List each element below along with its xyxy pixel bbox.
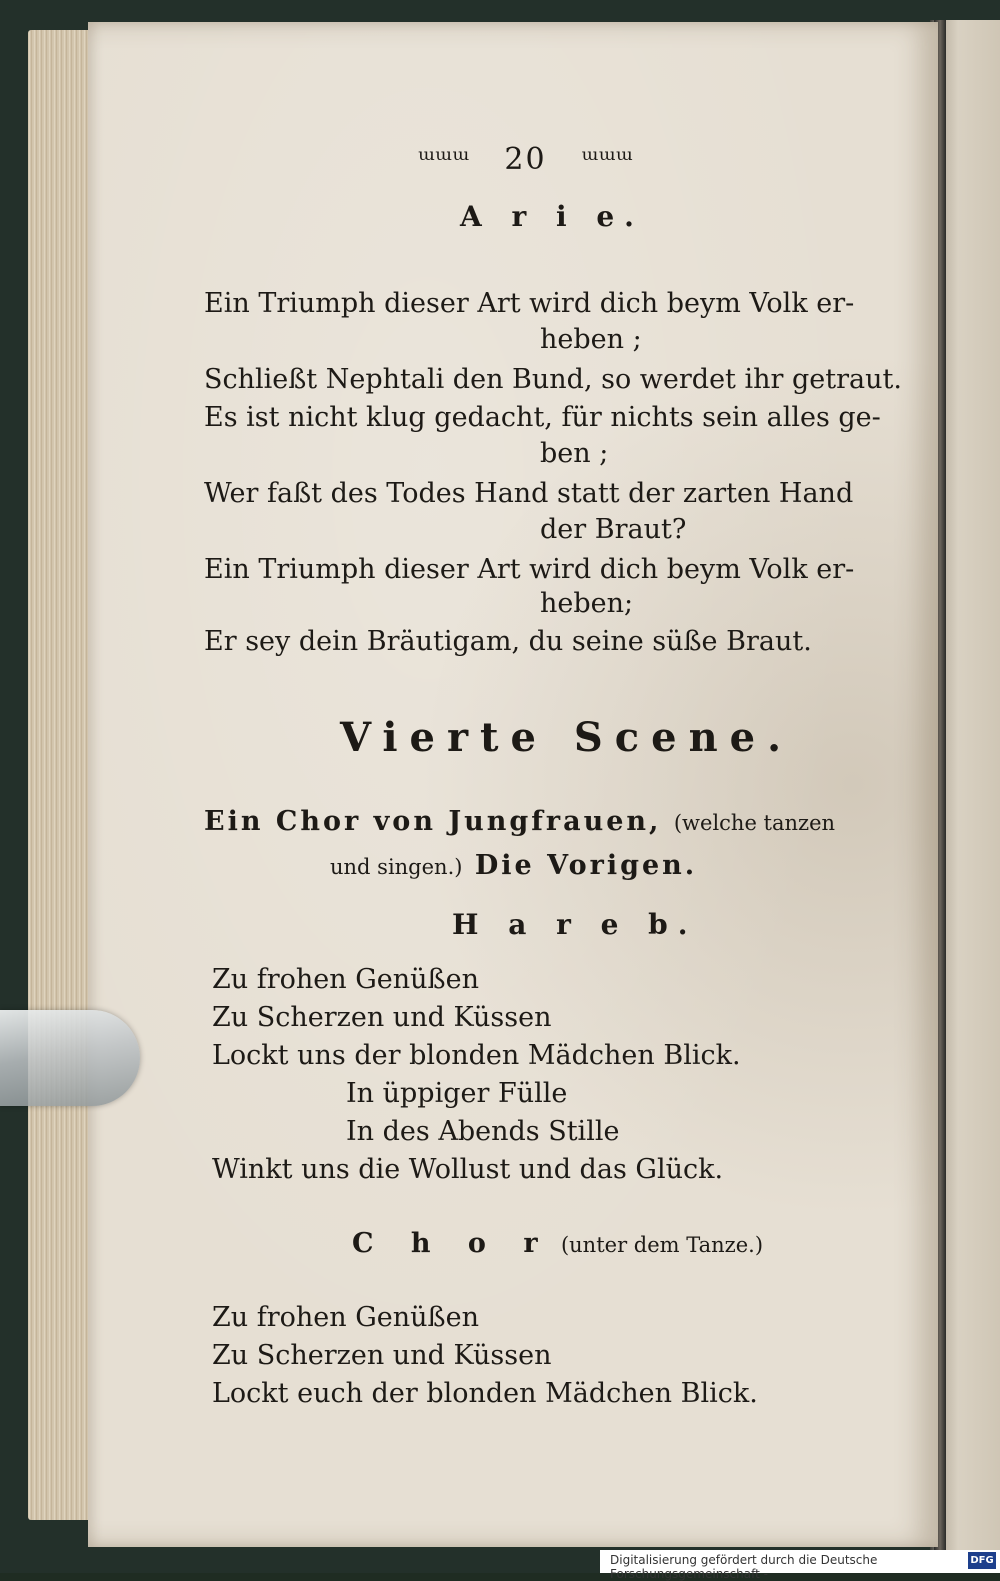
- aria-line-5: ben ;: [540, 438, 609, 469]
- hareb-line-2: Zu Scherzen und Küssen: [212, 1002, 552, 1033]
- aria-line-8: Ein Triumph dieser Art wird dich beym Volk er-: [204, 554, 855, 585]
- aria-line-6: Wer faßt des Todes Hand statt der zarten Hand: [204, 478, 854, 509]
- ornament-left: ᵚᵚᵚ: [418, 143, 470, 176]
- hareb-speaker: H a r e b.: [452, 908, 698, 941]
- hareb-line-3: Lockt uns der blonden Mädchen Blick.: [212, 1040, 741, 1071]
- running-head: [418, 142, 633, 177]
- hareb-line-4: In üppiger Fülle: [346, 1078, 568, 1109]
- aria-line-3: Schließt Nephtali den Bund, so werdet ihr getraut.: [204, 364, 902, 395]
- aria-line-4: Es ist nicht klug gedacht, für nichts sein alles ge-: [204, 402, 881, 433]
- ornament-right: ᵚᵚᵚ: [581, 143, 634, 176]
- cast-names-1: Ein Chor von Jungfrauen,: [204, 806, 662, 837]
- chor-line-2: Zu Scherzen und Küssen: [212, 1340, 552, 1371]
- hareb-line-1: Zu frohen Genüßen: [212, 964, 479, 995]
- cast-line-2: [330, 850, 697, 881]
- hareb-line-5: In des Abends Stille: [346, 1116, 620, 1147]
- chor-line-1: Zu frohen Genüßen: [212, 1302, 479, 1333]
- chor-direction: (unter dem Tanze.): [560, 1233, 764, 1257]
- cast-note-2: und singen.): [330, 855, 463, 879]
- chor-heading: [352, 1228, 763, 1259]
- footer-credit: Digitalisierung gefördert durch die Deutsche Forschungsgemeinschaft -: [610, 1553, 878, 1581]
- scene-title: Vierte Scene.: [340, 714, 794, 761]
- chor-speaker: C h o r: [352, 1228, 552, 1259]
- aria-line-1: Ein Triumph dieser Art wird dich beym Volk er-: [204, 288, 855, 319]
- page-number: 20: [504, 142, 547, 177]
- hareb-line-6: Winkt uns die Wollust und das Glück.: [212, 1154, 724, 1185]
- scanner-thumb-clip: [0, 1010, 140, 1106]
- cast-line-1: [204, 806, 835, 837]
- aria-heading: A r i e.: [460, 200, 644, 233]
- chor-line-3: Lockt euch der blonden Mädchen Blick.: [212, 1378, 758, 1409]
- book-page: [88, 22, 938, 1547]
- dfg-logo: DFG: [968, 1552, 996, 1569]
- aria-line-7: der Braut?: [540, 514, 687, 545]
- aria-line-2: heben ;: [540, 324, 642, 355]
- cast-names-2: Die Vorigen.: [474, 850, 698, 881]
- aria-line-9: heben;: [540, 588, 634, 619]
- aria-line-10: Er sey dein Bräutigam, du seine süße Braut.: [204, 626, 812, 657]
- cast-note-1: (welche tanzen: [673, 811, 836, 835]
